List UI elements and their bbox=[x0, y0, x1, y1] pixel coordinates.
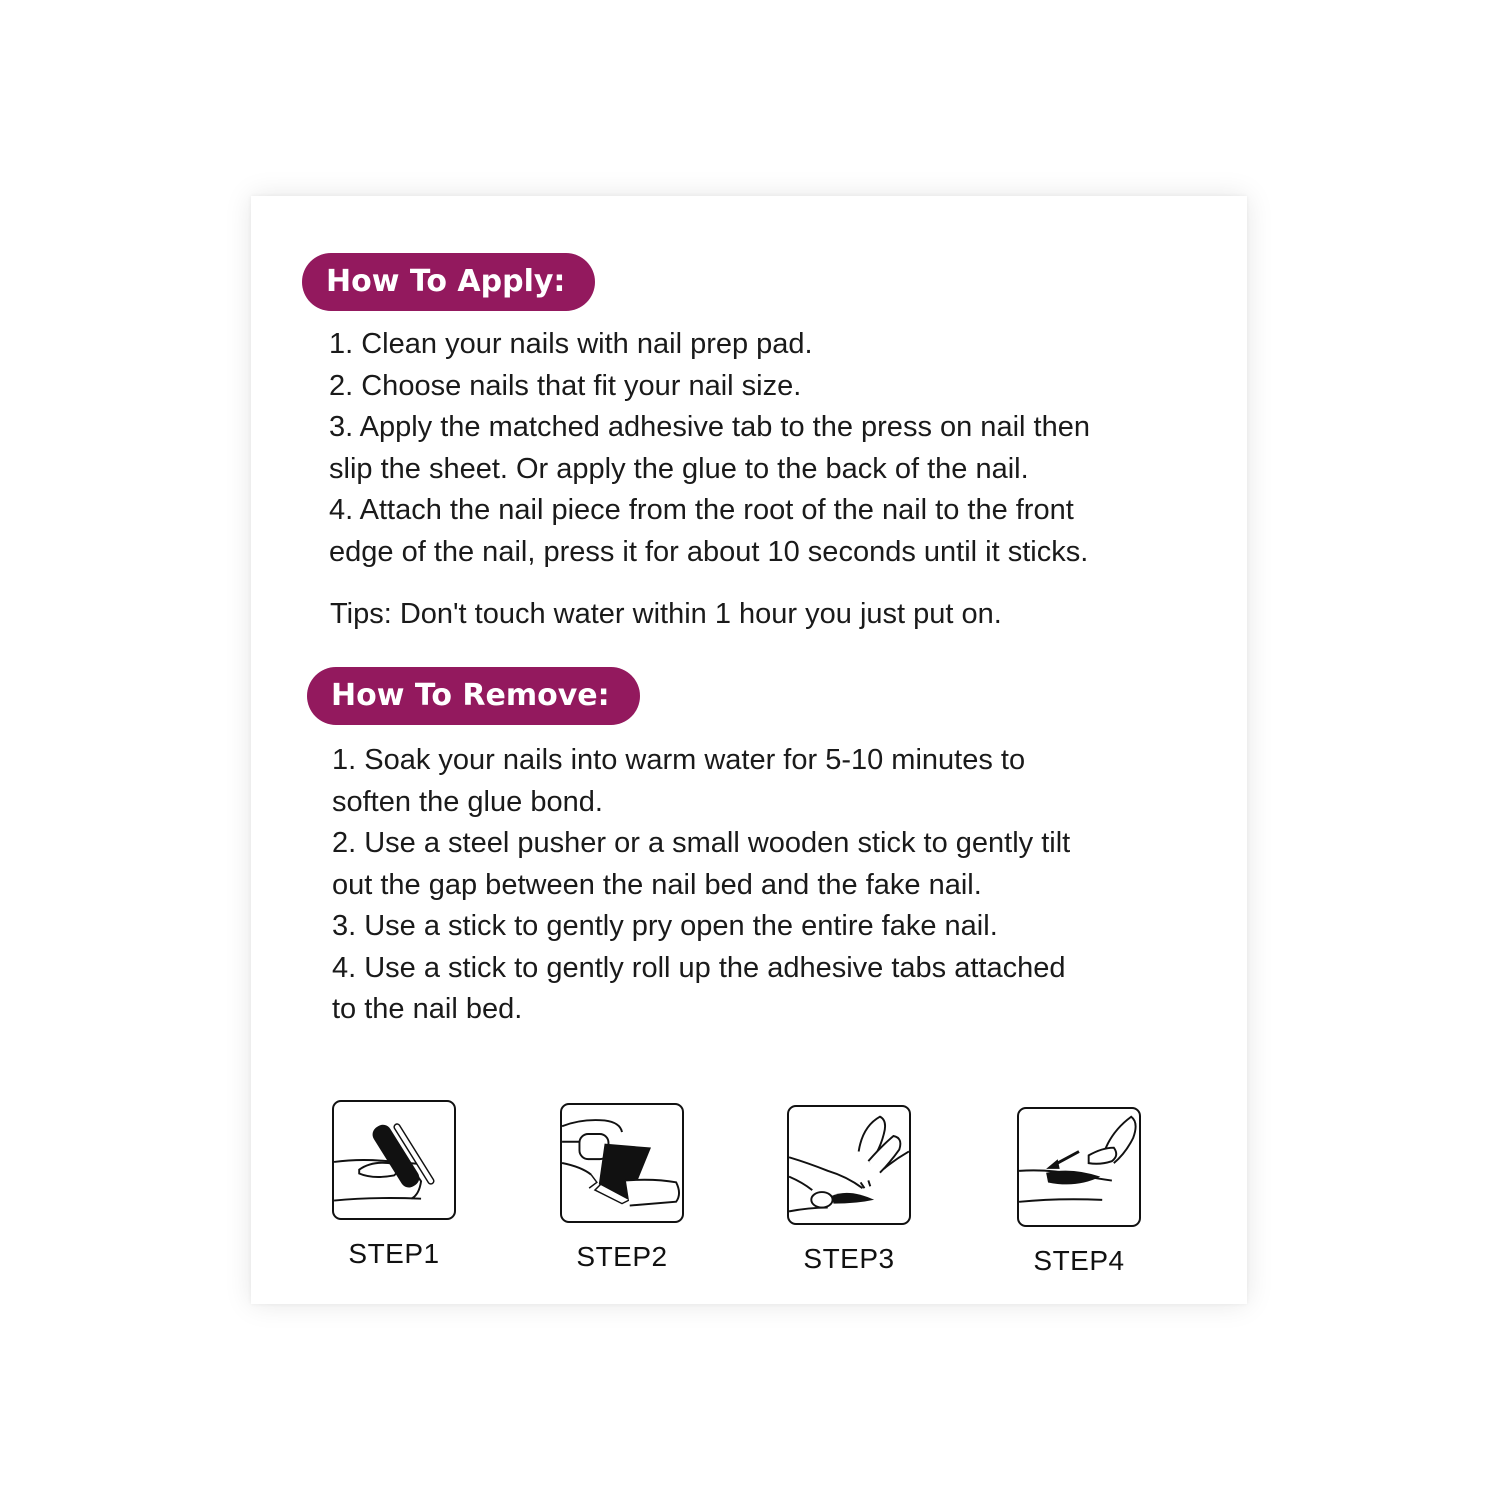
step-3 bbox=[787, 1105, 915, 1274]
remove-line: 1. Soak your nails into warm water for 5-10 minutes to bbox=[332, 744, 1026, 776]
remove-line: out the gap between the nail bed and the fake nail. bbox=[332, 868, 982, 901]
step-label: STEP1 bbox=[348, 1238, 440, 1269]
remove-line: soften the glue bond. bbox=[332, 785, 603, 818]
apply-line: 4. Attach the nail piece from the root of the nail to the front bbox=[329, 494, 1074, 526]
apply-heading: How To Apply: bbox=[302, 253, 595, 311]
apply-line: 3. Apply the matched adhesive tab to the press on nail then bbox=[329, 411, 1090, 443]
adhesive-tab-icon bbox=[560, 1103, 684, 1223]
apply-line: edge of the nail, press it for about 10 seconds until it sticks. bbox=[329, 535, 1089, 568]
apply-line: 1. Clean your nails with nail prep pad. bbox=[329, 328, 813, 360]
apply-line: 2. Choose nails that fit your nail size. bbox=[329, 369, 802, 402]
step-1 bbox=[332, 1100, 460, 1269]
remove-instructions bbox=[332, 740, 1182, 1031]
step-2 bbox=[560, 1103, 688, 1272]
nail-file-icon bbox=[332, 1100, 456, 1220]
instruction-card bbox=[251, 196, 1247, 1304]
apply-instructions bbox=[329, 324, 1179, 573]
remove-line: 3. Use a stick to gently pry open the entire fake nail. bbox=[332, 910, 998, 942]
step-label: STEP2 bbox=[576, 1241, 668, 1272]
step-label: STEP3 bbox=[803, 1243, 895, 1274]
step-label: STEP4 bbox=[1033, 1245, 1125, 1276]
remove-line: to the nail bed. bbox=[332, 993, 523, 1025]
apply-line: slip the sheet. Or apply the glue to the back of the nail. bbox=[329, 452, 1029, 485]
step-4 bbox=[1017, 1107, 1145, 1276]
remove-line: 4. Use a stick to gently roll up the adhesive tabs attached bbox=[332, 951, 1066, 984]
remove-line: 2. Use a steel pusher or a small wooden stick to gently tilt bbox=[332, 827, 1071, 859]
apply-nail-arrow-icon bbox=[1017, 1107, 1141, 1227]
tips-text: Tips: Don't touch water within 1 hour you just put on. bbox=[330, 598, 1002, 630]
remove-heading: How To Remove: bbox=[307, 667, 640, 725]
press-nail-icon bbox=[787, 1105, 911, 1225]
